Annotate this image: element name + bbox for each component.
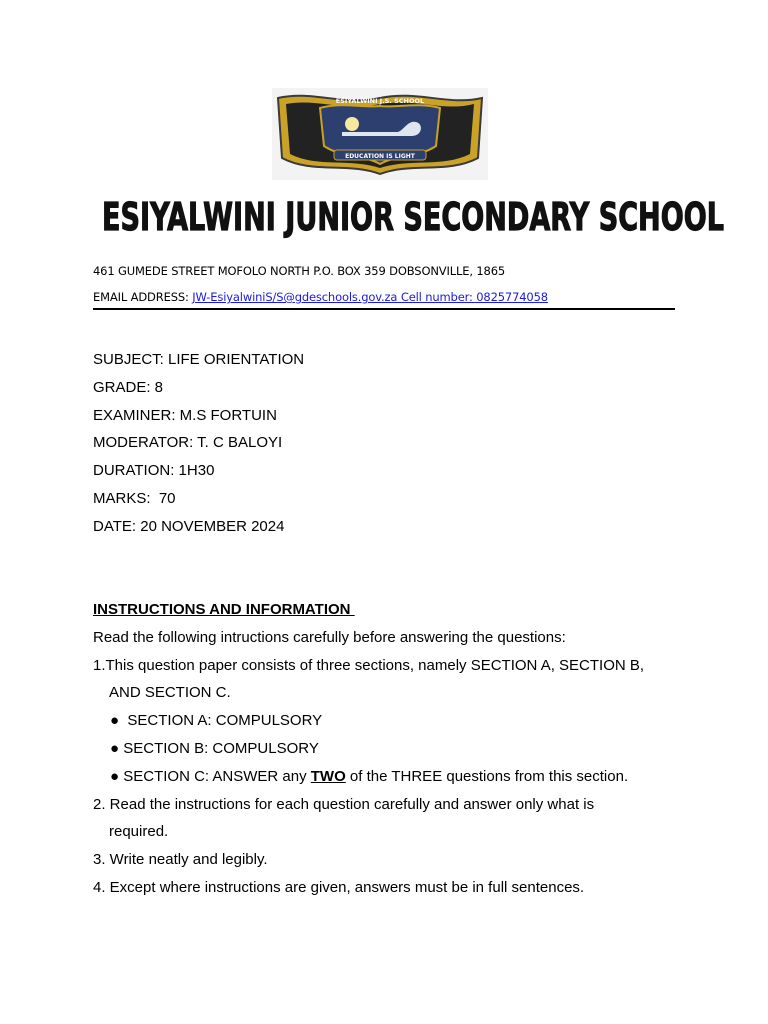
marks-line: MARKS: 70 bbox=[93, 489, 176, 507]
instruction-3: 3. Write neatly and legibly. bbox=[93, 851, 268, 869]
header-divider bbox=[93, 308, 675, 310]
school-address: 461 GUMEDE STREET MOFOLO NORTH P.O. BOX 359 DOBSONVILLE, 1865 bbox=[93, 264, 506, 278]
instruction-4: 4. Except where instructions are given, answers must be in full sentences. bbox=[93, 878, 585, 896]
instruction-1-line-2: AND SECTION C. bbox=[109, 684, 231, 702]
exam-details bbox=[93, 346, 304, 541]
email-label: EMAIL ADDRESS: bbox=[93, 290, 193, 304]
instructions-intro: Read the following intructions carefully before answering the questions: bbox=[93, 628, 566, 646]
instructions-heading: INSTRUCTIONS AND INFORMATION bbox=[93, 601, 355, 618]
moderator-line: MODERATOR: T. C BALOYI bbox=[93, 434, 283, 452]
email-line bbox=[93, 290, 548, 304]
bullet-section-c bbox=[93, 763, 693, 791]
bullet-c-text: ● SECTION C: ANSWER any bbox=[110, 767, 311, 785]
email-link[interactable]: JW-EsiyalwiniS/S@gdeschools.gov.za Cell number: 0825774058 bbox=[192, 290, 548, 304]
bullet-section-a: ● SECTION A: COMPULSORY bbox=[110, 712, 323, 730]
instructions-section bbox=[93, 596, 693, 902]
school-name-banner bbox=[102, 190, 726, 240]
date-line: DATE: 20 NOVEMBER 2024 bbox=[93, 517, 285, 535]
crest-top-text: ESIYALWINI J.S. SCHOOL bbox=[335, 97, 425, 105]
school-crest-logo bbox=[272, 88, 488, 180]
duration-line: DURATION: 1H30 bbox=[93, 462, 215, 480]
school-name: ESIYALWINI JUNIOR SECONDARY SCHOOL bbox=[102, 195, 724, 239]
subject-line: SUBJECT: LIFE ORIENTATION bbox=[93, 351, 305, 368]
bullet-c-emphasis: TWO bbox=[310, 767, 346, 785]
crest-motto-text: EDUCATION IS LIGHT bbox=[345, 153, 415, 160]
instruction-2-line-1: 2. Read the instructions for each question carefully and answer only what is bbox=[93, 795, 595, 813]
grade-line: GRADE: 8 bbox=[93, 378, 164, 396]
bullet-section-b: ● SECTION B: COMPULSORY bbox=[110, 739, 319, 757]
bullet-c-text-end: of the THREE questions from this section. bbox=[345, 767, 629, 785]
instruction-1-line-1: 1.This question paper consists of three sections, namely SECTION A, SECTION B, bbox=[93, 656, 645, 674]
examiner-line: EXAMINER: M.S FORTUIN bbox=[93, 406, 277, 424]
instruction-2-line-2: required. bbox=[109, 823, 169, 841]
